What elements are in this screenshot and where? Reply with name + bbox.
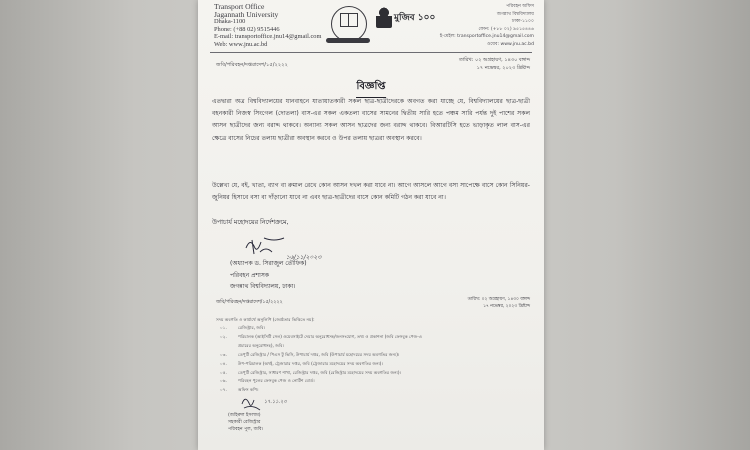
seal-banner-icon	[326, 38, 370, 43]
university-seal-icon	[331, 6, 367, 42]
signatory-2-org: পরিবহন পুল, জবি।	[228, 427, 264, 432]
letterhead-bn-office: পরিবহন অফিস	[506, 4, 534, 9]
notice-document	[198, 0, 544, 450]
issue-date-bangla: তারিখ: ০২ অগ্রহায়ণ, ১৪৩০ বঙ্গাব্দ	[459, 57, 530, 63]
signature-2-date: ১৭.১১.২৩	[264, 399, 287, 405]
portrait-icon	[376, 6, 392, 28]
signature-1-date: ১৬/১১/২০২৩	[286, 254, 322, 261]
list-item	[220, 369, 422, 378]
letterhead-university: Jagannath University	[214, 9, 279, 19]
letterhead-bangla	[440, 3, 534, 49]
list-item-text: ডেপুটি রেজিস্ট্রার, সাধারণ শাখা, রেজিস্ট্রার দপ্তর, জবি (রেজিস্ট্রার মহোদয়ের সদয় অবগতির জন্য)।	[238, 369, 401, 375]
list-item-number	[220, 342, 238, 351]
list-item-number: ০৬.	[220, 378, 227, 384]
letterhead-bn-web: ওয়েব: www.jnu.ac.bd	[487, 41, 534, 47]
reference-number: জবি/পরিবহন/দপ্তরাদেশ/১৫/২২২২	[216, 62, 289, 68]
issue-date-2-gregorian: ১৭ নভেম্বর, ২০২৩ খ্রিষ্টাব্দ	[483, 303, 530, 309]
mujib-logo-text: মুজিব ১০০	[394, 13, 436, 23]
list-item-number: ০৪.	[220, 360, 227, 366]
list-item-text: প্রচারের অনুরোধসহ), জবি।	[238, 342, 284, 348]
list-item	[220, 342, 422, 351]
letterhead-bn-city: ঢাকা-১১০০	[511, 19, 534, 25]
letterhead-office: Transport Office	[214, 2, 265, 11]
list-item-number: ০৩.	[220, 351, 227, 357]
letterhead-divider	[210, 52, 532, 53]
list-item-text: অফিস কপি।	[238, 387, 259, 393]
list-item-text: পরিচালক (আইসিটি সেল) ওয়েবসাইটে দেয়ার অনুরোধসহ/জনসংযোগ, তথ্য ও প্রকাশনা (জবি ফেসবুক পেজ-এ	[238, 333, 422, 339]
issue-date-2-bangla: তারিখ: ০২ অগ্রহায়ণ, ১৪৩০ বঙ্গাব্দ	[467, 297, 530, 302]
list-item	[220, 324, 422, 333]
signatory-2-name: (জহিরুল ইসলাম)	[228, 413, 261, 418]
reference-number-2: জবি/পরিবহন/দপ্তরাদেশ/১৫/২২২২	[216, 300, 283, 305]
letterhead-web: Web: www.jnu.ac.bd	[214, 40, 268, 48]
issue-date-2	[468, 297, 530, 310]
notice-title-wrap	[198, 74, 544, 98]
list-item	[220, 377, 422, 386]
letterhead-english	[214, 3, 321, 49]
letterhead-phone: Phone: (+88 02) 9515446	[214, 25, 280, 33]
copy-list	[220, 324, 422, 395]
letterhead-email: E-mail: transportoffice.jnu14@gmail.com	[214, 33, 322, 41]
notice-title: বিজ্ঞপ্তি	[356, 79, 385, 98]
list-item-number: ০৫.	[220, 369, 227, 375]
list-item-text: পরিবহন পুলের ফেসবুক পেজ ও নোটিশ বোর্ড।	[238, 378, 315, 384]
list-item-text: রেজিস্ট্রার, জবি।	[238, 325, 266, 330]
issue-date-gregorian: ১৭ নভেম্বর, ২০২৩ খ্রিষ্টাব্দ	[476, 64, 530, 71]
letterhead-bn-phone: ফোন: (+৮৮ ০২) ৯৫১৫৪৪৬	[478, 26, 534, 32]
mujib-100-logo	[394, 10, 435, 25]
list-item-number: ০১.	[220, 325, 227, 330]
signatory-2-block	[228, 412, 263, 433]
list-item-number: ০৭.	[220, 387, 227, 393]
signatory-1-block	[230, 258, 307, 293]
order-line: উপাচার্য মহোদয়ের নির্দেশক্রমে,	[212, 219, 289, 226]
signatory-1-org: জগন্নাথ বিশ্ববিদ্যালয়, ঢাকা।	[230, 283, 296, 290]
issue-date	[459, 57, 530, 72]
letterhead-city: Dhaka-1100	[214, 18, 246, 26]
list-item	[220, 333, 422, 342]
list-item-number: ০২.	[220, 333, 227, 339]
notice-paragraph-2: উল্লেখ্য যে, বই, খাতা, ব্যাগ বা রুমাল রেখে কোন আসন দখল করা যাবে না। আগে আসলে আগে বসা সাপেক্ষে বাসে কোন সিনিয়র-জুনিয়র হিসাবে বসা বা দাঁড়ানো যাবে না এবং ছাত্র-ছাত্রীদের বাসে কোন কমিটি গঠন করা যাবে না।	[212, 182, 530, 202]
list-item	[220, 360, 422, 369]
signatory-1-name: (অধ্যাপক ড. সিরাজুল তৌফিক)	[230, 260, 307, 267]
copy-list-heading: সদয় অবগতি ও কার্যার্থে অনুলিপি (জ্যেষ্ঠতার ভিত্তিতে নয়):	[216, 317, 315, 322]
list-item	[220, 351, 422, 360]
list-item-text: উপ-পরিচালক (অর্থ), ট্রেজারার দপ্তর, জবি (ট্রেজারার মহোদয়ের সদয় অবগতির জন্য)।	[238, 360, 383, 366]
notice-paragraph-1: এতদ্বারা অত্র বিশ্ববিদ্যালয়ের যানবাহনে যাতায়াতকারী সকল ছাত্র-ছাত্রীদেরকে অবগত করা যাচ্ছে যে, বিশ্ববিদ্যালয়ের ছাত্র-ছাত্রী বহনকারী নিজস্ব সিংগেল (দোতলা) বাস-এর সকল একতলা বাসের সামনের দ্বিতীয় সারি হতে পঞ্চম সারি পর্যন্ত দুই পাশের সকল আসন ছাত্রীদের জন্য বরাদ্দ থাকবে। অন্যান্য সকল আসন ছাত্রদের জন্য বরাদ্দ থাকবে। বিআরটিসি হতে ভাড়াকৃত লাল বাস-এর ক্ষেত্রে বাসের নিচের তলায় ছাত্রীরা অবস্থান করবে ও উপর তলায় ছাত্ররা অবস্থান করবে।	[212, 98, 530, 142]
letterhead-bn-university: জগন্নাথ বিশ্ববিদ্যালয়	[496, 11, 534, 17]
signatory-1-designation: পরিবহন প্রশাসক	[230, 271, 269, 279]
letterhead-bn-email: ই-মেইল: transportoffice.jnu14@gmail.com	[439, 34, 534, 40]
signatory-2-designation: সহকারী রেজিস্ট্রার	[228, 420, 261, 425]
list-item-text: ডেপুটি রেজিস্ট্রার / পিএস টু ভিসি, উপাচার্য দপ্তর, জবি (উপাচার্য মহোদয়ের সদয় অবগতির জন্য)।	[238, 351, 400, 357]
